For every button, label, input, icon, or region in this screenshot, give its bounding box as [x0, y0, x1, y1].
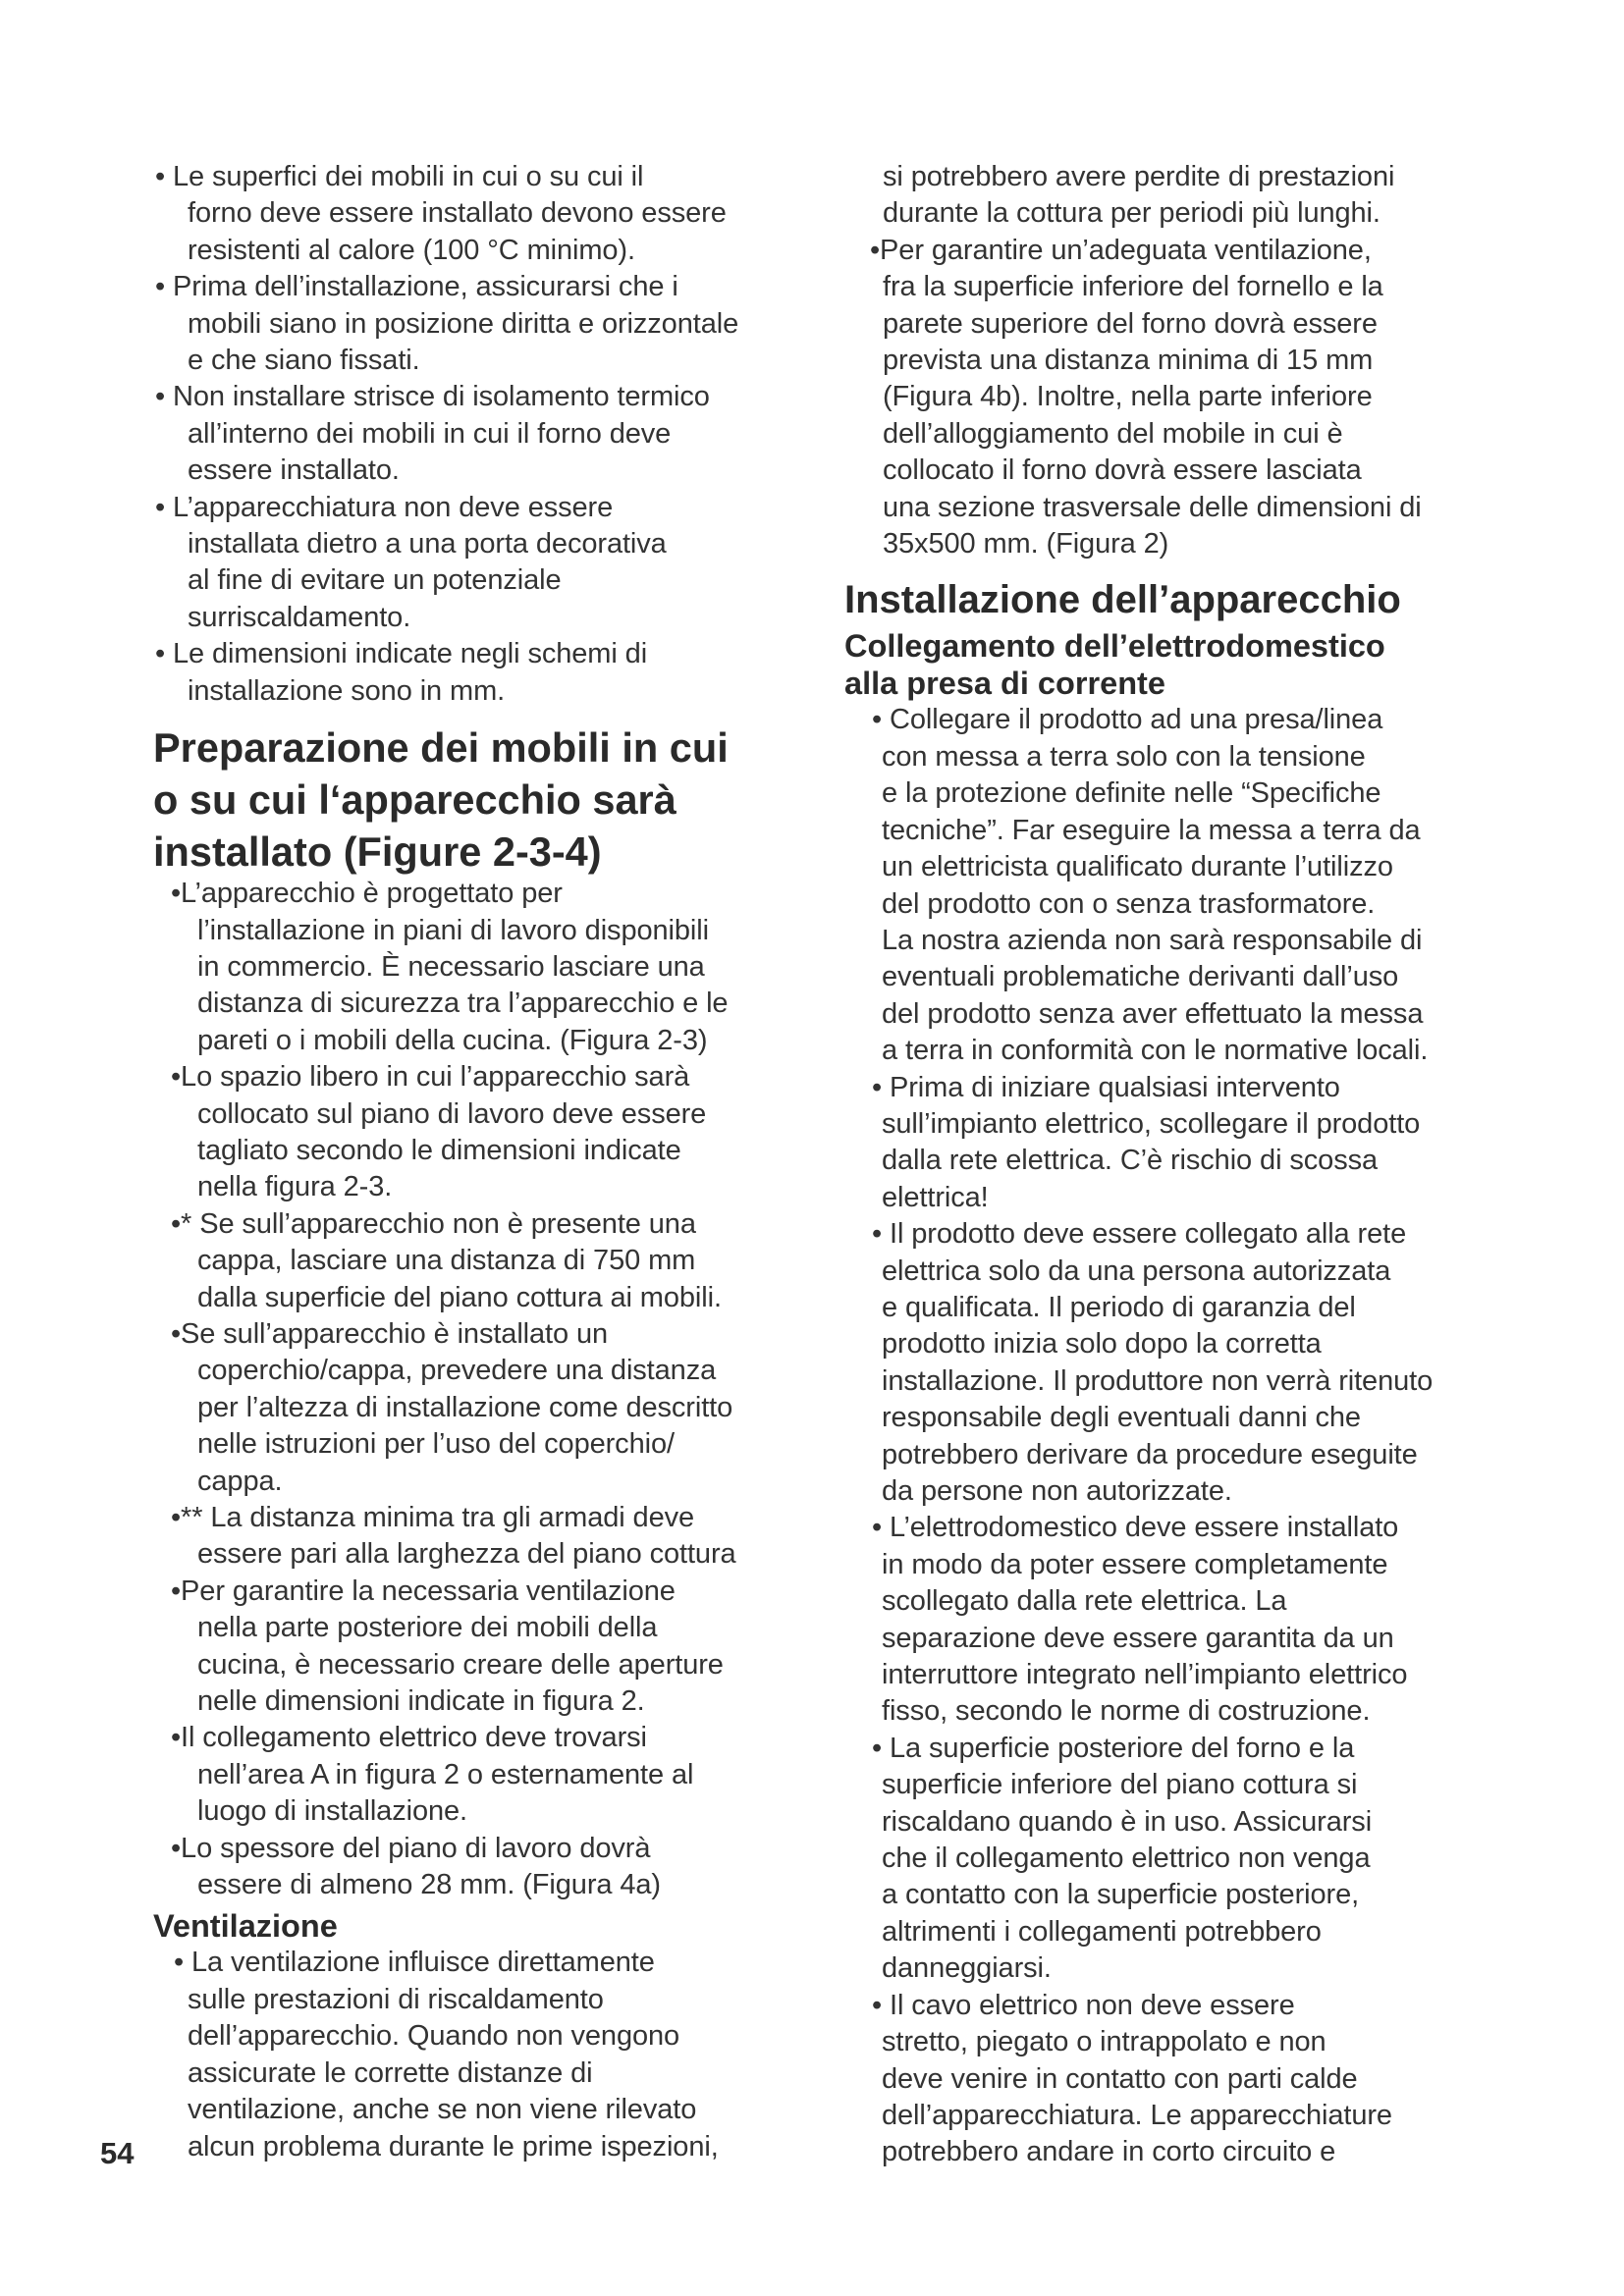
text-line: • Le superfici dei mobili in cui o su cui il — [155, 161, 644, 192]
text-line: scollegato dalla rete elettrica. La — [882, 1585, 1287, 1618]
text-line: si potrebbero avere perdite di prestazioni — [883, 161, 1395, 192]
text-line: •Per garantire la necessaria ventilazione — [171, 1575, 676, 1607]
preparazione-bullets — [171, 876, 803, 1903]
text-line: a contatto con la superficie posteriore, — [882, 1879, 1360, 1911]
text-line: • L’elettrodomestico deve essere installato — [872, 1512, 1399, 1544]
text-line: superficie inferiore del piano cottura si — [882, 1769, 1358, 1801]
text-line: coperchio/cappa, prevedere una distanza — [197, 1355, 717, 1387]
text-line: •Per garantire un’adeguata ventilazione, — [870, 234, 1372, 266]
text-line: •Se sull’apparecchio è installato un — [171, 1317, 609, 1350]
text-line: •* Se sull’apparecchio non è presente una — [171, 1207, 696, 1240]
text-line: ventilazione, anche se non viene rilevato — [188, 2094, 697, 2126]
text-line: per l’altezza di installazione come descritto — [197, 1391, 733, 1423]
text-line: riscaldano quando è in uso. Assicurarsi — [882, 1805, 1373, 1838]
text-line: •L’apparecchio è progettato per — [171, 878, 563, 910]
left-column — [155, 159, 803, 2165]
text-line: • Il cavo elettrico non deve essere — [872, 1989, 1295, 2021]
text-line: 35x500 mm. (Figura 2) — [883, 528, 1169, 561]
subheading-line: alla presa di corrente — [844, 665, 1165, 701]
text-line: potrebbero derivare da procedure eseguite — [882, 1438, 1418, 1470]
text-line: elettrica! — [882, 1181, 989, 1213]
text-line: potrebbero andare in corto circuito e — [882, 2136, 1336, 2168]
heading-line: Preparazione dei mobili in cui — [153, 724, 729, 772]
text-line: surriscaldamento. — [188, 601, 411, 633]
text-line: a terra in conformità con le normative locali. — [882, 1035, 1429, 1067]
text-line: cucina, è necessario creare delle aperture — [197, 1648, 724, 1681]
text-line: forno deve essere installato devono essere — [188, 197, 727, 230]
ventilazione-continued — [870, 159, 1492, 562]
subheading-line: Collegamento dell’elettrodomestico — [844, 628, 1385, 665]
text-line: dell’apparecchio. Quando non vengono — [188, 2020, 680, 2053]
text-line: collocato sul piano di lavoro deve essere — [197, 1097, 707, 1130]
text-line: luogo di installazione. — [197, 1795, 467, 1828]
text-line: essere installato. — [188, 454, 400, 487]
text-line: nelle dimensioni indicate in figura 2. — [197, 1685, 645, 1718]
text-line: dalla rete elettrica. C’è rischio di scossa — [882, 1145, 1379, 1177]
text-line: •Lo spazio libero in cui l’apparecchio sarà — [171, 1061, 690, 1094]
collegamento-bullets — [872, 702, 1492, 2170]
text-line: essere pari alla larghezza del piano cottura — [197, 1538, 736, 1571]
text-line: durante la cottura per periodi più lunghi. — [883, 197, 1380, 230]
text-line: installazione. Il produttore non verrà ritenuto — [882, 1364, 1434, 1397]
text-line: • La superficie posteriore del forno e la — [872, 1732, 1355, 1764]
text-line: sulle prestazioni di riscaldamento — [188, 1983, 604, 2015]
text-line: fra la superficie inferiore del fornello e la — [883, 271, 1383, 303]
text-line: • Prima dell’installazione, assicurarsi che i — [155, 271, 678, 303]
text-line: • Le dimensioni indicate negli schemi di — [155, 638, 648, 670]
text-line: in commercio. È necessario lasciare una — [197, 950, 705, 983]
text-line: del prodotto con o senza trasformatore. — [882, 887, 1376, 920]
text-line: distanza di sicurezza tra l’apparecchio e le — [197, 988, 729, 1020]
text-line: stretto, piegato o intrappolato e non — [882, 2026, 1326, 2058]
text-line: e che siano fissati. — [188, 345, 420, 377]
page-number: 54 — [100, 2136, 135, 2170]
text-line: nella parte posteriore dei mobili della — [197, 1612, 658, 1644]
text-line: • Non installare strisce di isolamento termico — [155, 381, 710, 413]
text-line: eventuali problematiche derivanti dall’uso — [882, 961, 1399, 993]
text-line: •** La distanza minima tra gli armadi deve — [171, 1502, 695, 1533]
text-line: tecniche”. Far eseguire la messa a terra da — [882, 814, 1421, 846]
text-line: cappa. — [197, 1465, 283, 1497]
text-line: elettrica solo da una persona autorizzata — [882, 1255, 1391, 1287]
text-line: essere di almeno 28 mm. (Figura 4a) — [197, 1869, 661, 1901]
intro-bullets — [155, 159, 803, 710]
text-line: assicurate le corrette distanze di — [188, 2056, 593, 2089]
text-line: e la protezione definite nelle “Specifiche — [882, 777, 1381, 810]
heading-line: o su cui l‘apparecchio sarà — [153, 776, 677, 824]
text-line: fisso, secondo le norme di costruzione. — [882, 1695, 1371, 1728]
text-line: •Lo spessore del piano di lavoro dovrà — [171, 1832, 651, 1864]
text-line: mobili siano in posizione diritta e orizzontale — [188, 307, 739, 340]
section-heading-ventilazione: Ventilazione — [153, 1908, 338, 1945]
text-line: • Il prodotto deve essere collegato alla rete — [872, 1218, 1407, 1251]
text-line: altrimenti i collegamenti potrebbero — [882, 1915, 1322, 1948]
text-line: nella figura 2-3. — [197, 1171, 393, 1203]
text-line: •Il collegamento elettrico deve trovarsi — [171, 1722, 647, 1754]
text-line: al fine di evitare un potenziale — [188, 564, 562, 597]
text-line: all’interno dei mobili in cui il forno deve — [188, 417, 672, 450]
right-column — [844, 159, 1492, 2171]
text-line: (Figura 4b). Inoltre, nella parte inferiore — [883, 381, 1373, 413]
text-line: e qualificata. Il periodo di garanzia del — [882, 1291, 1356, 1323]
text-line: dell’apparecchiatura. Le apparecchiature — [882, 2099, 1392, 2131]
text-line: responsabile degli eventuali danni che — [882, 1402, 1361, 1434]
section-heading-installazione: Installazione dell’apparecchio — [844, 578, 1401, 622]
text-line: La nostra azienda non sarà responsabile di — [882, 924, 1423, 956]
text-line: collocato il forno dovrà essere lasciata — [883, 454, 1362, 487]
subheading-collegamento — [844, 628, 1492, 702]
text-line: separazione deve essere garantita da un — [882, 1622, 1394, 1654]
text-line: prevista una distanza minima di 15 mm — [883, 345, 1374, 377]
text-line: • Prima di iniziare qualsiasi intervento — [872, 1071, 1340, 1103]
heading-line: installato (Figure 2-3-4) — [153, 828, 602, 876]
text-line: nell’area A in figura 2 o esternamente al — [197, 1758, 694, 1790]
text-line: • Collegare il prodotto ad una presa/linea — [872, 704, 1383, 736]
text-line: danneggiarsi. — [882, 1952, 1052, 1985]
text-line: resistenti al calore (100 °C minimo). — [188, 234, 635, 266]
text-line: da persone non autorizzate. — [882, 1475, 1232, 1507]
text-line: installazione sono in mm. — [188, 674, 506, 707]
text-line: del prodotto senza aver effettuato la messa — [882, 997, 1424, 1030]
text-line: prodotto inizia solo dopo la corretta — [882, 1328, 1322, 1361]
text-line: interruttore integrato nell’impianto elettrico — [882, 1659, 1408, 1691]
text-line: pareti o i mobili della cucina. (Figura 2-3) — [197, 1024, 708, 1056]
text-line: dell’alloggiamento del mobile in cui è — [883, 417, 1343, 450]
text-line: installata dietro a una porta decorativa — [188, 528, 667, 561]
text-line: che il collegamento elettrico non venga — [882, 1842, 1371, 1875]
text-line: un elettricista qualificato durante l’utilizzo — [882, 851, 1393, 883]
text-line: dalla superficie del piano cottura ai mobili. — [197, 1281, 722, 1313]
text-line: • La ventilazione influisce direttamente — [174, 1947, 655, 1979]
text-line: • L’apparecchiatura non deve essere — [155, 491, 614, 523]
text-line: sull’impianto elettrico, scollegare il prodotto — [882, 1107, 1421, 1140]
text-line: alcun problema durante le prime ispezioni, — [188, 2130, 719, 2163]
text-line: in modo da poter essere completamente — [882, 1548, 1388, 1580]
text-line: tagliato secondo le dimensioni indicate — [197, 1134, 681, 1166]
text-line: deve venire in contatto con parti calde — [882, 2062, 1358, 2095]
text-line: una sezione trasversale delle dimensioni di — [883, 491, 1422, 523]
text-line: nelle istruzioni per l’uso del coperchio/ — [197, 1428, 675, 1461]
text-line: l’installazione in piani di lavoro disponibili — [197, 914, 709, 946]
text-line: parete superiore del forno dovrà essere — [883, 307, 1378, 340]
text-line: con messa a terra solo con la tensione — [882, 740, 1366, 773]
text-line: cappa, lasciare una distanza di 750 mm — [197, 1245, 696, 1277]
ventilazione-bullets — [155, 1945, 803, 2164]
section-heading-preparazione — [153, 721, 803, 878]
